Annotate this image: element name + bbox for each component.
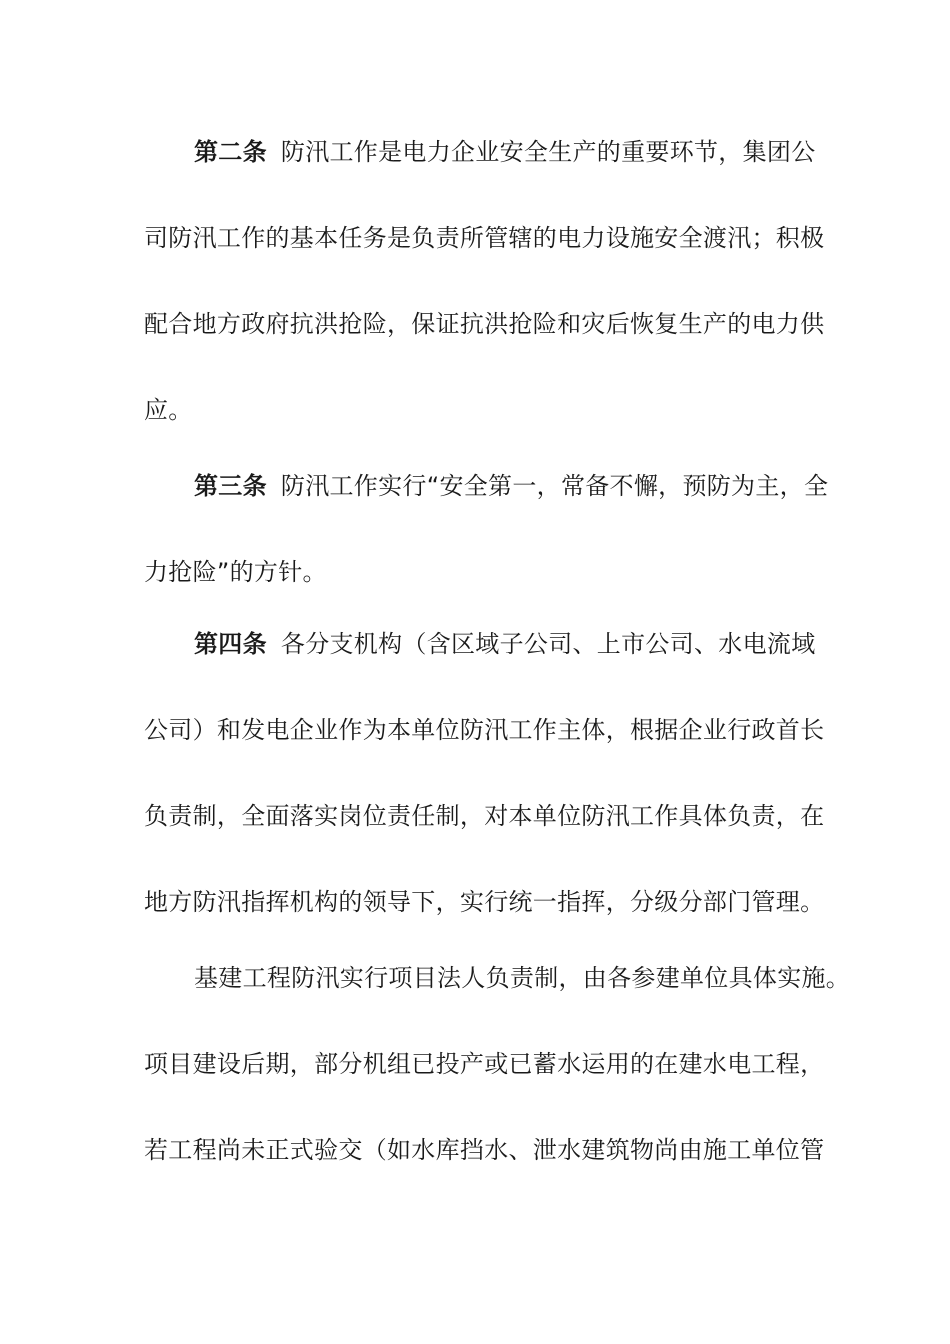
article-3-text: 防汛工作实行“安全第一，常备不懈，预防为主，全 xyxy=(280,472,829,500)
article-4-line-1 xyxy=(194,628,894,660)
article-3-number: 第三条 xyxy=(194,472,267,500)
article-2-line-1 xyxy=(194,136,894,168)
article-2-line-2: 司防汛工作的基本任务是负责所管辖的电力设施安全渡汛；积极 xyxy=(144,224,825,252)
article-4-line-3: 负责制，全面落实岗位责任制，对本单位防汛工作具体负责，在 xyxy=(144,802,825,830)
paragraph-line-1: 基建工程防汛实行项目法人负责制，由各参建单位具体实施。 xyxy=(194,964,851,992)
article-4-number: 第四条 xyxy=(194,630,267,658)
article-4-line-4: 地方防汛指挥机构的领导下，实行统一指挥，分级分部门管理。 xyxy=(144,888,825,916)
article-2-line-3: 配合地方政府抗洪抢险，保证抗洪抢险和灾后恢复生产的电力供 xyxy=(144,310,825,338)
article-2-text: 防汛工作是电力企业安全生产的重要环节，集团公 xyxy=(280,138,816,166)
paragraph-line-2: 项目建设后期，部分机组已投产或已蓄水运用的在建水电工程， xyxy=(144,1050,825,1078)
article-3-line-2: 力抢险”的方针。 xyxy=(144,558,327,586)
article-2-number: 第二条 xyxy=(194,138,267,166)
article-3-line-1 xyxy=(194,470,894,502)
article-4-text: 各分支机构（含区域子公司、上市公司、水电流域 xyxy=(280,630,816,658)
article-4-line-2: 公司）和发电企业作为本单位防汛工作主体，根据企业行政首长 xyxy=(144,716,825,744)
paragraph-line-3: 若工程尚未正式验交（如水库挡水、泄水建筑物尚由施工单位管 xyxy=(144,1136,825,1164)
article-2-line-4: 应。 xyxy=(144,396,193,424)
